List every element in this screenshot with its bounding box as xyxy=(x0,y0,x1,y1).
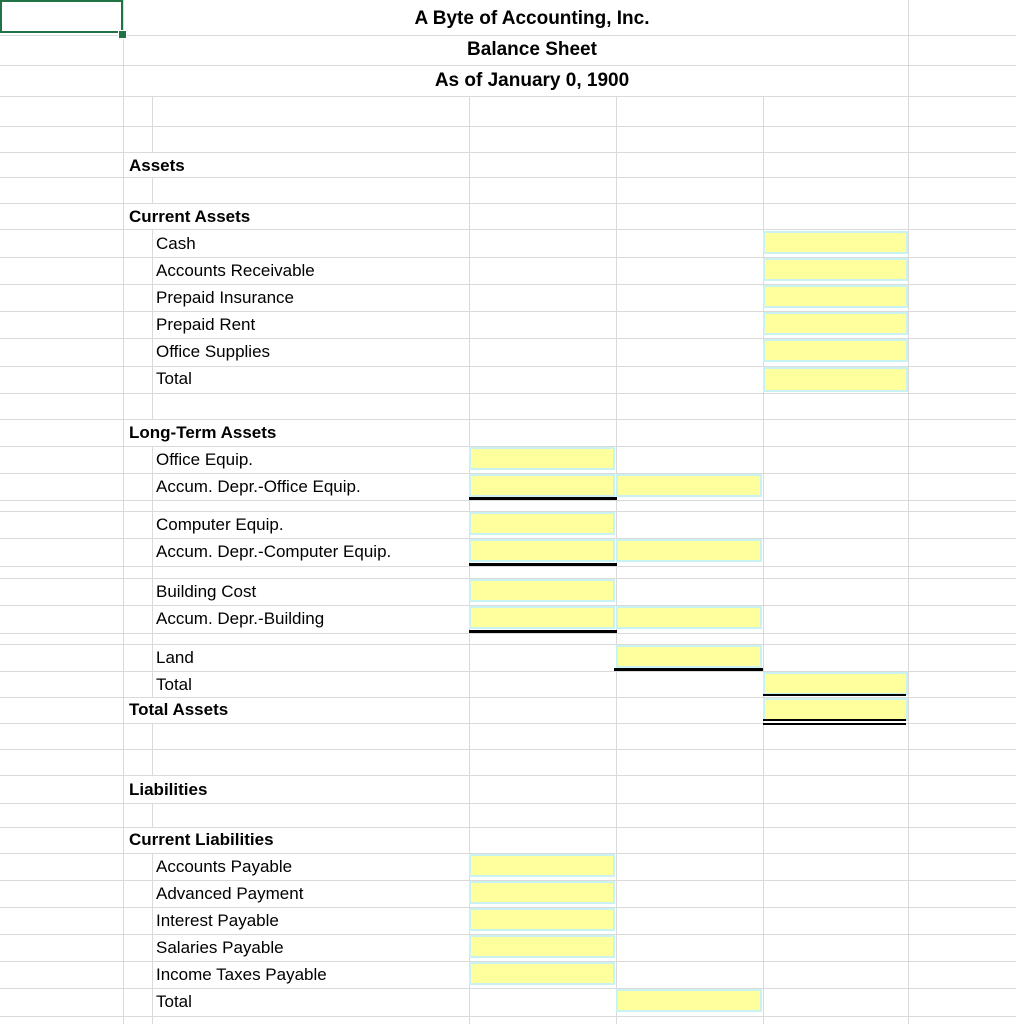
input-cell[interactable] xyxy=(616,989,762,1012)
input-cell[interactable] xyxy=(469,881,615,904)
input-cell[interactable] xyxy=(469,908,615,931)
input-cell[interactable] xyxy=(616,606,762,629)
current-asset-label: Office Supplies xyxy=(156,342,271,361)
statement-date: As of January 0, 1900 xyxy=(434,70,630,91)
input-cell[interactable] xyxy=(763,285,908,308)
current-liabilities-total-label: Total xyxy=(156,992,192,1011)
input-cell[interactable] xyxy=(469,474,615,497)
input-cell[interactable] xyxy=(469,606,615,629)
input-cell[interactable] xyxy=(763,672,908,695)
fill-handle[interactable] xyxy=(118,30,127,39)
input-cell[interactable] xyxy=(469,539,615,562)
statement-title: Balance Sheet xyxy=(467,39,597,60)
long-term-asset-label: Building Cost xyxy=(156,582,257,601)
gridline xyxy=(152,96,153,1024)
current-liability-label: Income Taxes Payable xyxy=(156,965,327,984)
input-cell[interactable] xyxy=(469,447,615,470)
underline-rule xyxy=(469,630,617,633)
long-term-asset-label: Office Equip. xyxy=(156,450,254,469)
current-liabilities-heading: Current Liabilities xyxy=(129,830,274,849)
underline-rule xyxy=(469,563,617,566)
current-liability-label: Advanced Payment xyxy=(156,884,304,903)
underline-rule xyxy=(614,668,763,671)
total-assets-label: Total Assets xyxy=(129,700,229,719)
long-term-assets-heading: Long-Term Assets xyxy=(129,423,277,442)
current-asset-label: Prepaid Rent xyxy=(156,315,256,334)
input-cell[interactable] xyxy=(763,258,908,281)
gridline xyxy=(908,0,909,1024)
long-term-asset-label: Accum. Depr.-Building xyxy=(156,609,325,628)
double-underline-rule xyxy=(763,719,906,721)
input-cell[interactable] xyxy=(763,698,908,721)
gridline xyxy=(0,65,1016,66)
current-asset-label: Cash xyxy=(156,234,196,253)
current-asset-label: Prepaid Insurance xyxy=(156,288,294,307)
input-cell[interactable] xyxy=(469,854,615,877)
selected-cell[interactable] xyxy=(0,0,123,33)
current-assets-total-label: Total xyxy=(156,369,192,388)
input-cell[interactable] xyxy=(616,645,762,668)
input-cell[interactable] xyxy=(763,231,908,254)
input-cell[interactable] xyxy=(469,935,615,958)
underline-rule xyxy=(763,694,906,696)
input-cell[interactable] xyxy=(469,579,615,602)
company-name: A Byte of Accounting, Inc. xyxy=(414,8,650,29)
input-cell[interactable] xyxy=(469,962,615,985)
current-liability-label: Accounts Payable xyxy=(156,857,293,876)
current-assets-heading: Current Assets xyxy=(129,207,251,226)
input-cell[interactable] xyxy=(763,339,908,362)
current-liability-label: Salaries Payable xyxy=(156,938,284,957)
underline-rule xyxy=(469,497,617,500)
input-cell[interactable] xyxy=(763,312,908,335)
long-term-asset-label: Computer Equip. xyxy=(156,515,284,534)
assets-heading: Assets xyxy=(129,156,185,175)
current-liability-label: Interest Payable xyxy=(156,911,279,930)
long-term-asset-label: Accum. Depr.-Office Equip. xyxy=(156,477,361,496)
long-term-asset-label: Accum. Depr.-Computer Equip. xyxy=(156,542,392,561)
gridline xyxy=(123,0,124,1024)
input-cell[interactable] xyxy=(616,539,762,562)
input-cell[interactable] xyxy=(763,367,908,392)
input-cell[interactable] xyxy=(616,474,762,497)
long-term-asset-label: Land xyxy=(156,648,194,667)
input-cell[interactable] xyxy=(469,512,615,535)
double-underline-rule xyxy=(763,723,906,725)
long-term-assets-total-label: Total xyxy=(156,675,192,694)
liabilities-heading: Liabilities xyxy=(129,780,208,799)
current-asset-label: Accounts Receivable xyxy=(156,261,315,280)
